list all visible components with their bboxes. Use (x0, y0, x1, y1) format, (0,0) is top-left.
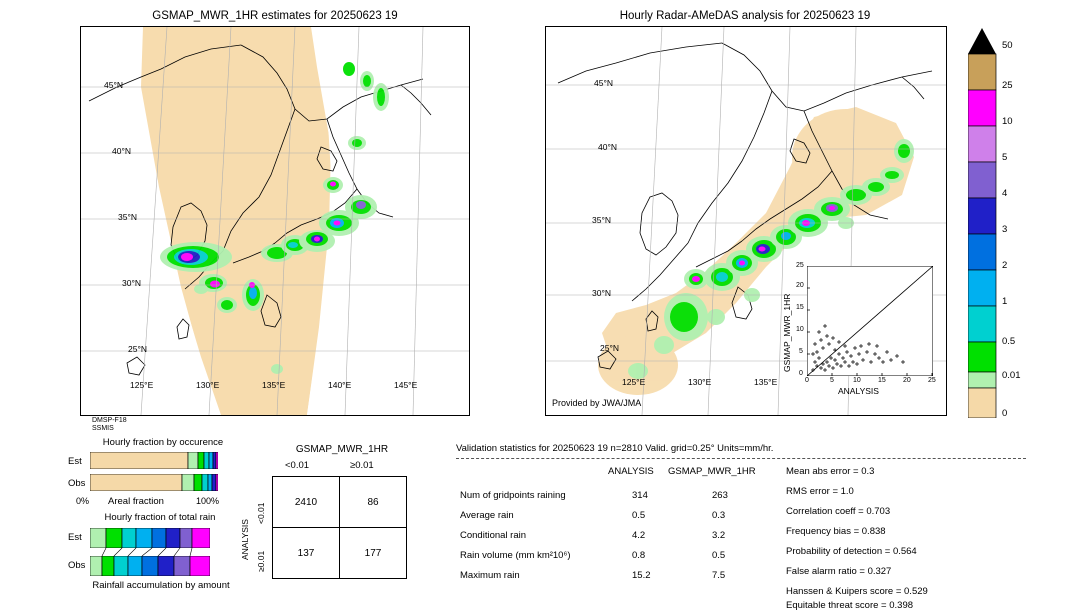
contingency-row-header-ge: ≥0.01 (256, 550, 266, 572)
metric-false-alarm-ratio: False alarm ratio = 0.327 (786, 566, 892, 577)
left-lon-140e: 140°E (328, 380, 352, 390)
colorbar-label-10: 10 (1002, 116, 1013, 127)
right-lon-125e: 125°E (622, 377, 646, 387)
validation-row-analysis-4: 15.2 (632, 570, 651, 581)
table-row (273, 477, 407, 528)
scatter-inset[interactable] (807, 266, 933, 376)
contingency-col-header-lt: <0.01 (285, 460, 310, 471)
left-map[interactable] (80, 26, 470, 416)
left-sensor-line2: SSMIS (92, 425, 114, 432)
left-lon-125e: 125°E (130, 380, 154, 390)
contingency-col-header-ge: ≥0.01 (350, 460, 374, 471)
scatter-xtick-10: 10 (853, 377, 861, 384)
cell-ge-lt: 137 (273, 528, 340, 579)
left-lon-145e: 145°E (394, 380, 418, 390)
colorbar-label-3: 3 (1002, 224, 1008, 235)
colorbar-label-25: 25 (1002, 80, 1013, 91)
occurrence-xlabel: Areal fraction (108, 496, 164, 507)
scatter-xtick-0: 0 (805, 377, 809, 384)
validation-row-label-2: Conditional rain (460, 530, 527, 541)
colorbar-label-0-5: 0.5 (1002, 336, 1016, 347)
validation-row-gsmap-4: 7.5 (712, 570, 726, 581)
validation-row-analysis-1: 0.5 (632, 510, 646, 521)
right-lat-35n: 35°N (592, 215, 611, 225)
right-lon-130e: 130°E (688, 377, 712, 387)
left-sensor-line1: DMSP-F18 (92, 417, 127, 424)
metric-mean-abs-error: Mean abs error = 0.3 (786, 466, 875, 477)
total-rain-connector-canvas (90, 548, 210, 556)
validation-row-gsmap-1: 0.3 (712, 510, 726, 521)
colorbar-label-50: 50 (1002, 40, 1013, 51)
validation-row-gsmap-2: 3.2 (712, 530, 726, 541)
metric-hanssen-kuipers: Hanssen & Kuipers score = 0.529 (786, 586, 928, 597)
validation-row-analysis-3: 0.8 (632, 550, 646, 561)
total-rain-row-label-obs: Obs (68, 560, 86, 571)
metric-equitable-threat-score: Equitable threat score = 0.398 (786, 600, 914, 611)
validation-col-header-analysis: ANALYSIS (608, 466, 654, 477)
total-rain-row-label-est: Est (68, 532, 82, 543)
validation-row-label-3: Rain volume (mm km²10⁶) (460, 550, 571, 561)
right-panel-title: Hourly Radar-AMeDAS analysis for 20250623 19 (619, 10, 871, 22)
total-rain-obs-bar (90, 556, 210, 576)
metric-frequency-bias: Frequency bias = 0.838 (786, 526, 886, 537)
occurrence-xmax: 100% (196, 496, 220, 506)
right-lat-25n: 25°N (600, 343, 619, 353)
left-panel-title: GSMAP_MWR_1HR estimates for 20250623 19 (152, 10, 398, 22)
total-rain-est-canvas (90, 528, 210, 548)
validation-row-gsmap-3: 0.5 (712, 550, 726, 561)
left-lat-45n: 45°N (104, 80, 123, 90)
right-lat-40n: 40°N (598, 142, 617, 152)
total-rain-connector (90, 548, 210, 556)
occurrence-xmin: 0% (76, 496, 90, 506)
cell-lt-lt: 2410 (273, 477, 340, 528)
left-lat-30n: 30°N (122, 278, 141, 288)
left-lon-130e: 130°E (196, 380, 220, 390)
validation-row-label-0: Num of gridpoints raining (460, 490, 566, 501)
colorbar-label-4: 4 (1002, 188, 1008, 199)
occurrence-title: Hourly fraction by occurence (102, 437, 224, 448)
occurrence-est-bar (90, 452, 218, 469)
occurrence-obs-bar (90, 474, 218, 491)
occurrence-row-label-obs: Obs (68, 478, 86, 489)
colorbar-label-0-01: 0.01 (1002, 370, 1021, 381)
cell-ge-ge: 177 (340, 528, 407, 579)
scatter-canvas (807, 266, 933, 376)
provider-label: Provided by JWA/JMA (552, 398, 642, 408)
scatter-ytick-15: 15 (796, 304, 804, 311)
total-rain-title: Hourly fraction of total rain (104, 512, 216, 523)
cell-lt-ge: 86 (340, 477, 407, 528)
total-rain-est-bar (90, 528, 210, 548)
scatter-ytick-0: 0 (799, 370, 803, 377)
validation-row-label-4: Maximum rain (460, 570, 520, 581)
occurrence-obs-canvas (90, 474, 218, 491)
scatter-ytick-5: 5 (799, 348, 803, 355)
right-lat-30n: 30°N (592, 288, 611, 298)
scatter-xtick-25: 25 (928, 377, 936, 384)
scatter-xlabel: ANALYSIS (838, 386, 879, 396)
scatter-ytick-25: 25 (796, 262, 804, 269)
validation-col-header-gsmap: GSMAP_MWR_1HR (668, 466, 756, 477)
total-rain-obs-canvas (90, 556, 210, 576)
scatter-xtick-20: 20 (903, 377, 911, 384)
contingency-grid (272, 476, 407, 579)
left-lat-35n: 35°N (118, 212, 137, 222)
contingency-row-axis-label: ANALYSIS (240, 519, 250, 560)
left-map-canvas (81, 27, 469, 415)
validation-header: Validation statistics for 20250623 19 n=2810 Valid. grid=0.25° Units=mm/hr. (456, 443, 774, 454)
scatter-xtick-15: 15 (878, 377, 886, 384)
occurrence-est-canvas (90, 452, 218, 469)
total-rain-caption: Rainfall accumulation by amount (92, 580, 230, 591)
contingency-row-header-lt: <0.01 (256, 502, 266, 524)
right-lon-135e: 135°E (754, 377, 778, 387)
validation-row-gsmap-0: 263 (712, 490, 728, 501)
scatter-ylabel: GSMAP_MWR_1HR (782, 293, 792, 372)
scatter-ytick-20: 20 (796, 282, 804, 289)
occurrence-row-label-est: Est (68, 456, 82, 467)
colorbar-label-0: 0 (1002, 408, 1008, 419)
validation-divider (456, 458, 1026, 459)
colorbar-label-5: 5 (1002, 152, 1008, 163)
validation-row-analysis-2: 4.2 (632, 530, 646, 541)
contingency-title: GSMAP_MWR_1HR (295, 444, 389, 455)
table-row (273, 528, 407, 579)
validation-row-analysis-0: 314 (632, 490, 648, 501)
contingency-table (272, 476, 407, 579)
colorbar-label-1: 1 (1002, 296, 1008, 307)
metric-rms-error: RMS error = 1.0 (786, 486, 854, 497)
metric-correlation-coeff: Correlation coeff = 0.703 (786, 506, 891, 517)
validation-row-label-1: Average rain (460, 510, 514, 521)
metric-probability-of-detection: Probability of detection = 0.564 (786, 546, 917, 557)
left-lon-135e: 135°E (262, 380, 286, 390)
scatter-ytick-10: 10 (796, 326, 804, 333)
colorbar-label-2: 2 (1002, 260, 1008, 271)
right-lat-45n: 45°N (594, 78, 613, 88)
left-lat-40n: 40°N (112, 146, 131, 156)
left-lat-25n: 25°N (128, 344, 147, 354)
scatter-xtick-5: 5 (830, 377, 834, 384)
